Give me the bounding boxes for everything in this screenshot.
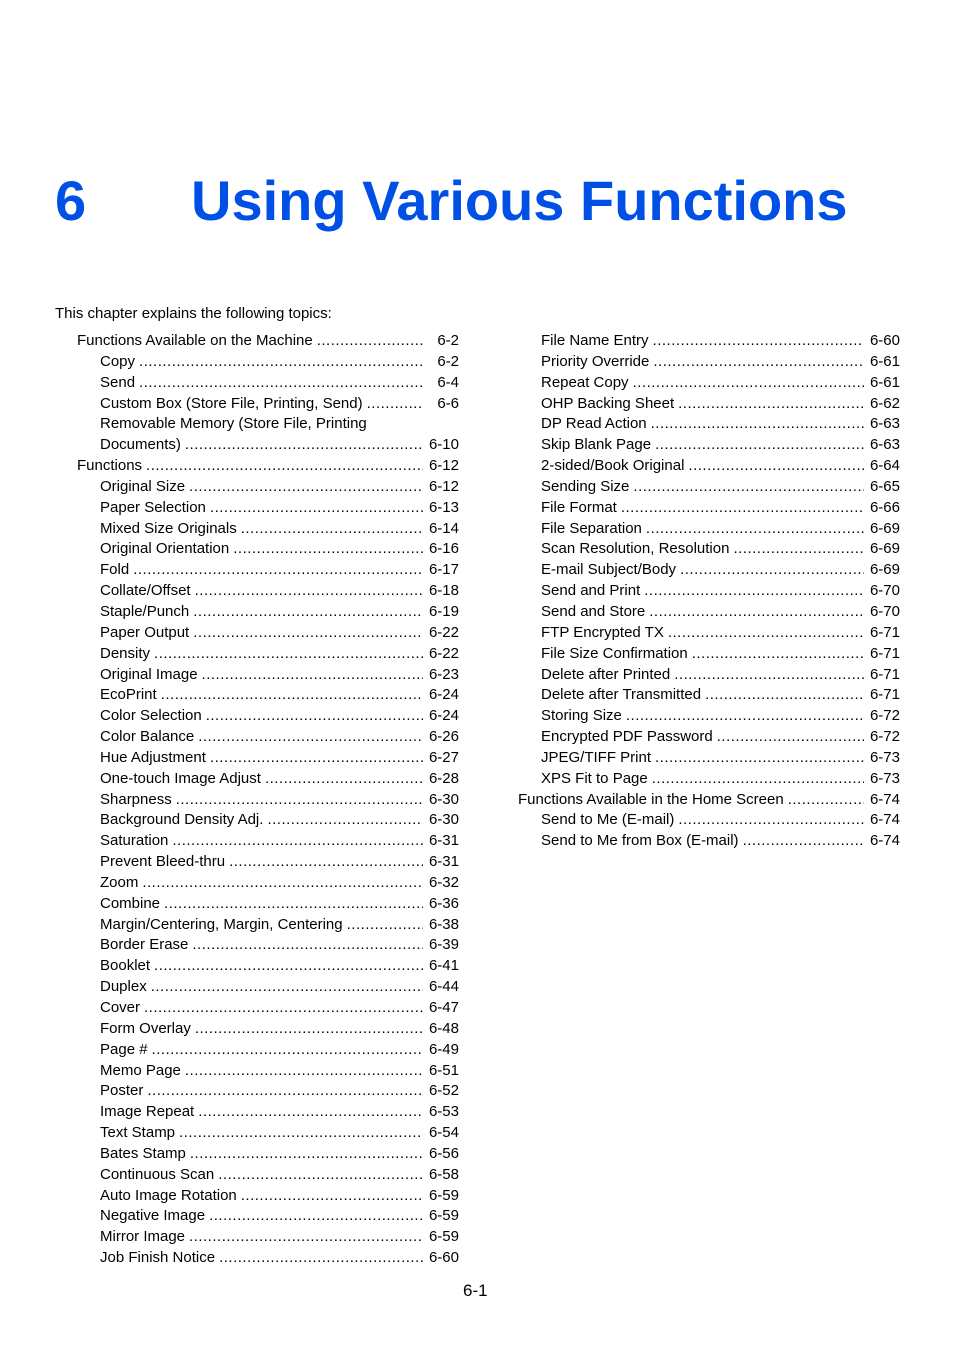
toc-entry-page: 6-6 [437, 394, 459, 412]
toc-entry-page: 6-30 [428, 811, 459, 829]
toc-entry-page: 6-71 [869, 686, 900, 704]
toc-entry-label: Original Size [100, 477, 186, 495]
toc-dot-leader [705, 685, 864, 706]
toc-entry-label: 2-sided/Book Original [541, 457, 685, 475]
toc-entry-label: DP Read Action [541, 415, 647, 433]
toc-dot-leader [241, 1186, 423, 1207]
toc-entry-label: JPEG/TIFF Print [541, 748, 652, 766]
toc-dot-leader [229, 852, 423, 873]
toc-entry-page: 6-31 [428, 832, 459, 850]
toc-entry[interactable] [77, 810, 459, 831]
toc-entry-label: Delete after Transmitted [541, 686, 702, 704]
toc-entry-page: 6-54 [428, 1124, 459, 1142]
toc-entry[interactable] [518, 560, 900, 581]
toc-entry[interactable] [518, 769, 900, 790]
toc-dot-leader [192, 935, 423, 956]
toc-entry-label: File Format [541, 498, 617, 516]
toc-entry-label: File Size Confirmation [541, 644, 688, 662]
toc-entry[interactable] [77, 1040, 459, 1061]
toc-entry-label: Mixed Size Originals [100, 519, 237, 537]
toc-entry[interactable] [77, 894, 459, 915]
toc-entry[interactable] [77, 1123, 459, 1144]
toc-entry-page: 6-17 [428, 561, 459, 579]
toc-entry[interactable] [77, 414, 459, 456]
toc-dot-leader [649, 602, 864, 623]
page-number: 6-1 [463, 1281, 488, 1300]
toc-entry-page: 6-74 [869, 790, 900, 808]
toc-dot-leader [219, 1248, 423, 1269]
toc-entry[interactable] [518, 581, 900, 602]
toc-dot-leader [198, 727, 423, 748]
chapter-title: Using Various Functions [191, 169, 848, 232]
toc-entry-page: 6-22 [428, 644, 459, 662]
toc-entry-page: 6-66 [869, 498, 900, 516]
toc-entry[interactable] [77, 727, 459, 748]
toc-dot-leader [233, 539, 423, 560]
toc-entry-page: 6-56 [428, 1144, 459, 1162]
toc-entry-page: 6-4 [437, 373, 459, 391]
toc-entry[interactable] [518, 414, 900, 435]
toc-dot-leader [644, 581, 864, 602]
toc-entry[interactable] [77, 852, 459, 873]
toc-dot-leader [193, 602, 423, 623]
toc-entry-page: 6-13 [428, 498, 459, 516]
toc-entry-label: Continuous Scan [100, 1165, 215, 1183]
toc-entry-label: Send to Me (E-mail) [541, 811, 675, 829]
toc-entry-label: Send and Store [541, 602, 646, 620]
toc-entry[interactable] [77, 1165, 459, 1186]
toc-entry[interactable] [77, 665, 459, 686]
toc-entry[interactable] [77, 1186, 459, 1207]
toc-entry-label: Color Balance [100, 728, 195, 746]
toc-entry-label: Booklet [100, 957, 151, 975]
toc-entry-page: 6-16 [428, 540, 459, 558]
toc-dot-leader [142, 873, 423, 894]
toc-entry[interactable] [77, 1061, 459, 1082]
toc-entry-page: 6-23 [428, 665, 459, 683]
toc-dot-leader [646, 519, 864, 540]
toc-entry-label: Priority Override [541, 352, 650, 370]
toc-entry-label: Original Image [100, 665, 198, 683]
toc-dot-leader [144, 998, 423, 1019]
toc-dot-leader [743, 831, 864, 852]
toc-entry-page: 6-63 [869, 436, 900, 454]
toc-entry[interactable] [77, 790, 459, 811]
toc-dot-leader [202, 665, 423, 686]
intro-text: This chapter explains the following topics: [55, 305, 332, 322]
toc-entry-label: FTP Encrypted TX [541, 623, 664, 641]
toc-entry[interactable] [77, 456, 459, 477]
toc-entry-label: Cover [100, 999, 141, 1016]
toc-entry-label: Repeat Copy [541, 373, 629, 391]
toc-entry-label: Delete after Printed [541, 665, 671, 683]
toc-entry-page: 6-58 [428, 1165, 459, 1183]
toc-entry[interactable] [77, 644, 459, 665]
toc-entry-page: 6-71 [869, 623, 900, 641]
toc-entry[interactable] [77, 373, 459, 394]
toc-entry-page: 6-72 [869, 707, 900, 725]
toc-dot-leader [176, 790, 423, 811]
toc-entry-label: File Separation [541, 519, 642, 537]
toc-entry-label: Prevent Bleed-thru [100, 853, 226, 871]
toc-dot-leader [151, 977, 423, 998]
toc-dot-leader [193, 623, 423, 644]
toc-entry-page: 6-63 [869, 415, 900, 433]
toc-entry-label: Skip Blank Page [541, 436, 652, 454]
toc-dot-leader [210, 748, 423, 769]
toc-dot-leader [198, 1102, 423, 1123]
toc-entry-page: 6-74 [869, 811, 900, 829]
toc-entry[interactable] [77, 706, 459, 727]
toc-dot-leader [146, 456, 423, 477]
toc-entry-page: 6-70 [869, 602, 900, 620]
toc-entry[interactable] [77, 602, 459, 623]
toc-entry-page: 6-62 [869, 394, 900, 412]
toc-entry-label: Negative Image [100, 1207, 206, 1225]
toc-entry-page: 6-47 [428, 999, 459, 1016]
toc-entry[interactable] [77, 560, 459, 581]
toc-dot-leader [133, 560, 423, 581]
toc-entry[interactable] [77, 1144, 459, 1165]
toc-entry-page: 6-69 [869, 519, 900, 537]
toc-entry-label: Encrypted PDF Password [541, 728, 713, 746]
toc-entry[interactable] [518, 331, 900, 352]
toc-left-column [77, 331, 459, 1269]
toc-dot-leader [209, 1206, 423, 1227]
toc-entry[interactable] [77, 998, 459, 1019]
toc-dot-leader [267, 810, 423, 831]
toc-entry-label: Memo Page [100, 1061, 181, 1079]
toc-entry-page: 6-44 [428, 978, 459, 996]
toc-dot-leader [367, 394, 423, 415]
toc-entry[interactable] [77, 498, 459, 519]
toc-entry-page: 6-69 [869, 540, 900, 558]
toc-entry-label: Duplex [100, 978, 147, 996]
toc-entry-label: Hue Adjustment [100, 748, 206, 766]
toc-entry[interactable] [77, 956, 459, 977]
toc-entry-label: Mirror Image [100, 1228, 186, 1246]
toc-entry-page: 6-38 [428, 915, 459, 933]
toc-entry[interactable] [77, 352, 459, 373]
toc-entry[interactable] [77, 1019, 459, 1040]
toc-entry[interactable] [77, 394, 459, 415]
toc-entry[interactable] [77, 539, 459, 560]
toc-entry[interactable] [77, 623, 459, 644]
toc-entry-label-continued: Documents) [100, 436, 181, 454]
toc-entry-label: Collate/Offset [100, 582, 191, 600]
toc-entry[interactable] [77, 1248, 459, 1269]
toc-dot-leader [674, 665, 864, 686]
toc-entry-page: 6-60 [869, 332, 900, 349]
toc-entry[interactable] [518, 435, 900, 456]
toc-entry-page: 6-51 [428, 1061, 459, 1079]
toc-entry[interactable] [518, 665, 900, 686]
toc-entry-page: 6-64 [869, 457, 900, 475]
toc-dot-leader [189, 477, 423, 498]
toc-entry-label: Functions [77, 457, 143, 475]
toc-entry[interactable] [518, 456, 900, 477]
toc-entry[interactable] [77, 1227, 459, 1248]
toc-dot-leader [680, 560, 864, 581]
toc-entry[interactable] [77, 331, 459, 352]
toc-entry-page: 6-69 [869, 561, 900, 579]
toc-entry-page: 6-22 [428, 623, 459, 641]
toc-dot-leader [161, 685, 423, 706]
toc-dot-leader [241, 519, 423, 540]
toc-entry-label: Storing Size [541, 707, 622, 725]
toc-dot-leader [788, 790, 864, 811]
toc-entry[interactable] [518, 644, 900, 665]
toc-entry-label: Poster [100, 1082, 144, 1100]
toc-dot-leader [733, 539, 864, 560]
toc-dot-leader [210, 498, 423, 519]
toc-entry-label: Paper Selection [100, 498, 206, 516]
toc-dot-leader [655, 435, 864, 456]
toc-entry[interactable] [518, 602, 900, 623]
toc-dot-leader [626, 706, 864, 727]
toc-entry-label: Text Stamp [100, 1124, 176, 1142]
toc-entry-page: 6-41 [428, 957, 459, 975]
toc-entry-page: 6-39 [428, 936, 459, 954]
toc-dot-leader [655, 748, 864, 769]
toc-entry-label: Density [100, 644, 151, 662]
toc-entry-page: 6-71 [869, 644, 900, 662]
toc-entry[interactable] [77, 581, 459, 602]
toc-entry-page: 6-10 [428, 436, 459, 454]
toc-entry-label: Custom Box (Store File, Printing, Send) [100, 394, 363, 412]
toc-dot-leader [152, 1040, 423, 1061]
toc-entry[interactable] [518, 623, 900, 644]
toc-entry-label: One-touch Image Adjust [100, 769, 261, 787]
toc-entry[interactable] [518, 685, 900, 706]
toc-dot-leader [195, 581, 423, 602]
toc-entry-page: 6-61 [869, 352, 900, 370]
toc-entry-label: Removable Memory (Store File, Printing [100, 415, 367, 433]
toc-entry[interactable] [77, 873, 459, 894]
toc-dot-leader [678, 394, 864, 415]
toc-entry-label: Border Erase [100, 936, 189, 954]
toc-dot-leader [692, 644, 864, 665]
toc-dot-leader [717, 727, 864, 748]
toc-dot-leader [621, 498, 864, 519]
toc-entry-page: 6-27 [428, 748, 459, 766]
toc-entry-label: Form Overlay [100, 1019, 191, 1037]
toc-dot-leader [688, 456, 864, 477]
toc-entry-page: 6-70 [869, 582, 900, 600]
toc-entry-label: Sharpness [100, 790, 172, 808]
toc-entry-label: Zoom [100, 873, 139, 891]
toc-entry[interactable] [518, 539, 900, 560]
toc-dot-leader [164, 894, 423, 915]
toc-entry[interactable] [77, 831, 459, 852]
toc-entry[interactable] [518, 831, 900, 852]
toc-dot-leader [139, 352, 423, 373]
toc-entry-label: Copy [100, 352, 136, 370]
toc-entry[interactable] [77, 935, 459, 956]
toc-entry-label: Send to Me from Box (E-mail) [541, 832, 739, 850]
toc-dot-leader [653, 352, 864, 373]
toc-entry[interactable] [77, 1081, 459, 1102]
toc-entry-page: 6-52 [428, 1082, 459, 1100]
toc-entry-page: 6-59 [428, 1228, 459, 1246]
toc-entry[interactable] [77, 519, 459, 540]
toc-entry-page: 6-12 [428, 457, 459, 475]
toc-entry[interactable] [518, 748, 900, 769]
toc-dot-leader [265, 769, 423, 790]
toc-entry-page: 6-73 [869, 748, 900, 766]
toc-dot-leader [154, 956, 423, 977]
toc-entry-label: OHP Backing Sheet [541, 394, 675, 412]
toc-entry-page: 6-48 [428, 1019, 459, 1037]
toc-entry-page: 6-2 [437, 332, 459, 349]
toc-entry-label: Margin/Centering, Margin, Centering [100, 915, 343, 933]
toc-entry-label: Bates Stamp [100, 1144, 186, 1162]
toc-entry-label: Original Orientation [100, 540, 230, 558]
toc-entry-page: 6-18 [428, 582, 459, 600]
toc-entry-label: Send [100, 373, 136, 391]
toc-dot-leader [206, 706, 423, 727]
toc-dot-leader [185, 1061, 423, 1082]
toc-dot-leader [218, 1165, 423, 1186]
toc-entry-page: 6-73 [869, 769, 900, 787]
toc-entry-page: 6-32 [428, 873, 459, 891]
toc-entry-label: Paper Output [100, 623, 190, 641]
toc-dot-leader [179, 1123, 423, 1144]
toc-entry-label: Sending Size [541, 477, 630, 495]
toc-entry-page: 6-53 [428, 1103, 459, 1121]
toc-entry-page: 6-71 [869, 665, 900, 683]
toc-dot-leader [668, 623, 864, 644]
toc-entry[interactable] [77, 748, 459, 769]
toc-entry-label: XPS Fit to Page [541, 769, 648, 787]
toc-entry[interactable] [518, 790, 900, 811]
toc-entry-label: Combine [100, 894, 161, 912]
toc-entry-page: 6-28 [428, 769, 459, 787]
toc-entry[interactable] [518, 810, 900, 831]
toc-entry[interactable] [77, 915, 459, 936]
toc-entry[interactable] [77, 977, 459, 998]
toc-entry-label: Color Selection [100, 707, 202, 725]
toc-entry[interactable] [518, 519, 900, 540]
toc-entry-label: EcoPrint [100, 686, 157, 704]
toc-entry-label: Saturation [100, 832, 169, 850]
toc-entry-page: 6-14 [428, 519, 459, 537]
toc-dot-leader [147, 1081, 423, 1102]
toc-entry-page: 6-59 [428, 1207, 459, 1225]
toc-dot-leader [317, 331, 423, 352]
toc-entry-label: Functions Available on the Machine [77, 332, 313, 349]
toc-entry-page: 6-65 [869, 477, 900, 495]
toc-entry-page: 6-24 [428, 707, 459, 725]
toc-entry-page: 6-30 [428, 790, 459, 808]
toc-right-column [518, 331, 900, 852]
toc-entry-label: Page # [100, 1040, 148, 1058]
toc-entry[interactable] [77, 769, 459, 790]
toc-entry-page: 6-72 [869, 728, 900, 746]
toc-dot-leader [633, 477, 864, 498]
toc-entry-page: 6-59 [428, 1186, 459, 1204]
toc-dot-leader [139, 373, 423, 394]
toc-entry[interactable] [518, 498, 900, 519]
toc-entry-label: Auto Image Rotation [100, 1186, 237, 1204]
toc-entry-page: 6-24 [428, 686, 459, 704]
toc-dot-leader [172, 831, 423, 852]
toc-entry[interactable] [518, 706, 900, 727]
toc-dot-leader [652, 769, 864, 790]
toc-entry-page: 6-2 [437, 352, 459, 370]
toc-entry-page: 6-26 [428, 728, 459, 746]
toc-entry-page: 6-60 [428, 1249, 459, 1267]
toc-dot-leader [154, 644, 423, 665]
toc-entry-label: Fold [100, 561, 130, 579]
toc-entry[interactable] [77, 1206, 459, 1227]
toc-dot-leader [633, 373, 864, 394]
toc-entry[interactable] [77, 477, 459, 498]
toc-entry-label: Background Density Adj. [100, 811, 264, 829]
toc-entry-page: 6-12 [428, 477, 459, 495]
toc-entry[interactable] [518, 352, 900, 373]
toc-entry[interactable] [518, 727, 900, 748]
toc-entry[interactable] [77, 685, 459, 706]
toc-entry[interactable] [77, 1102, 459, 1123]
toc-entry-label: Scan Resolution, Resolution [541, 540, 730, 558]
toc-dot-leader [190, 1144, 423, 1165]
chapter-number: 6 [55, 169, 87, 232]
toc-entry-page: 6-74 [869, 832, 900, 850]
toc-entry-page: 6-31 [428, 853, 459, 871]
toc-dot-leader [189, 1227, 423, 1248]
toc-entry-label: Image Repeat [100, 1103, 195, 1121]
toc-entry-label: Send and Print [541, 582, 641, 600]
toc-entry-label: E-mail Subject/Body [541, 561, 677, 579]
toc-entry-label: File Name Entry [541, 332, 649, 349]
toc-dot-leader [653, 331, 864, 352]
toc-dot-leader [347, 915, 423, 936]
toc-entry-page: 6-19 [428, 602, 459, 620]
toc-entry-page: 6-36 [428, 894, 459, 912]
toc-entry-page: 6-49 [428, 1040, 459, 1058]
toc-entry-label: Functions Available in the Home Screen [518, 790, 784, 808]
toc-entry-label: Job Finish Notice [100, 1249, 216, 1267]
toc-entry-label: Staple/Punch [100, 602, 190, 620]
toc-entry[interactable] [518, 477, 900, 498]
toc-entry[interactable] [518, 394, 900, 415]
toc-dot-leader [195, 1019, 423, 1040]
chapter-heading [55, 168, 935, 234]
toc-entry-page: 6-61 [869, 373, 900, 391]
toc-dot-leader [185, 435, 423, 456]
toc-dot-leader [651, 414, 864, 435]
toc-entry[interactable] [518, 373, 900, 394]
toc-dot-leader [678, 810, 864, 831]
